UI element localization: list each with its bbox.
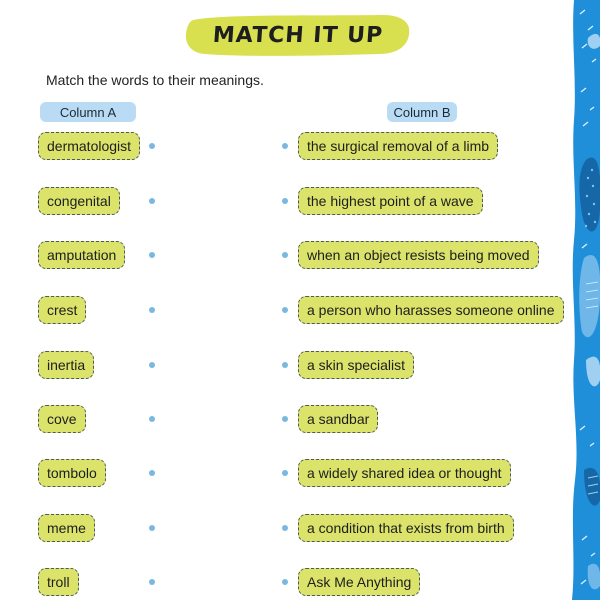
column-a-word[interactable]: cove bbox=[38, 405, 86, 433]
column-a-connector-dot[interactable] bbox=[149, 470, 155, 476]
column-a-connector-dot[interactable] bbox=[149, 362, 155, 368]
column-b-connector-dot[interactable] bbox=[282, 579, 288, 585]
column-b-heading: Column B bbox=[387, 102, 457, 122]
column-b-connector-dot[interactable] bbox=[282, 525, 288, 531]
column-a-word[interactable]: dermatologist bbox=[38, 132, 140, 160]
column-b-connector-dot[interactable] bbox=[282, 416, 288, 422]
column-a-heading: Column A bbox=[40, 102, 136, 122]
match-row bbox=[0, 351, 568, 381]
column-b-meaning[interactable]: a sandbar bbox=[298, 405, 378, 433]
column-a-connector-dot[interactable] bbox=[149, 307, 155, 313]
column-a-word[interactable]: inertia bbox=[38, 351, 94, 379]
column-b-meaning[interactable]: Ask Me Anything bbox=[298, 568, 420, 596]
column-b-connector-dot[interactable] bbox=[282, 362, 288, 368]
match-row bbox=[0, 459, 568, 489]
column-a-connector-dot[interactable] bbox=[149, 252, 155, 258]
column-b-meaning[interactable]: a widely shared idea or thought bbox=[298, 459, 511, 487]
column-a-word[interactable]: meme bbox=[38, 514, 95, 542]
column-b-connector-dot[interactable] bbox=[282, 143, 288, 149]
match-row bbox=[0, 568, 568, 598]
column-b-meaning[interactable]: a skin specialist bbox=[298, 351, 414, 379]
match-row bbox=[0, 187, 568, 217]
column-b-meaning[interactable]: the highest point of a wave bbox=[298, 187, 483, 215]
column-a-word[interactable]: congenital bbox=[38, 187, 120, 215]
column-b-connector-dot[interactable] bbox=[282, 470, 288, 476]
column-a-connector-dot[interactable] bbox=[149, 143, 155, 149]
match-row bbox=[0, 405, 568, 435]
match-row bbox=[0, 132, 568, 162]
column-a-word[interactable]: crest bbox=[38, 296, 86, 324]
column-b-meaning[interactable]: a condition that exists from birth bbox=[298, 514, 514, 542]
column-a-word[interactable]: troll bbox=[38, 568, 79, 596]
column-b-connector-dot[interactable] bbox=[282, 252, 288, 258]
column-a-connector-dot[interactable] bbox=[149, 579, 155, 585]
column-a-connector-dot[interactable] bbox=[149, 525, 155, 531]
match-row bbox=[0, 514, 568, 544]
match-row bbox=[0, 296, 568, 326]
instruction-text: Match the words to their meanings. bbox=[46, 72, 264, 88]
column-b-connector-dot[interactable] bbox=[282, 198, 288, 204]
decorative-side-strip bbox=[568, 0, 600, 600]
column-b-connector-dot[interactable] bbox=[282, 307, 288, 313]
column-a-connector-dot[interactable] bbox=[149, 198, 155, 204]
column-a-word[interactable]: tombolo bbox=[38, 459, 106, 487]
match-row bbox=[0, 241, 568, 271]
column-a-connector-dot[interactable] bbox=[149, 416, 155, 422]
column-a-word[interactable]: amputation bbox=[38, 241, 125, 269]
column-b-meaning[interactable]: when an object resists being moved bbox=[298, 241, 539, 269]
column-b-meaning[interactable]: the surgical removal of a limb bbox=[298, 132, 498, 160]
page-title: MATCH IT UP bbox=[211, 22, 385, 48]
column-b-meaning[interactable]: a person who harasses someone online bbox=[298, 296, 564, 324]
pattern-decoration bbox=[568, 0, 600, 600]
